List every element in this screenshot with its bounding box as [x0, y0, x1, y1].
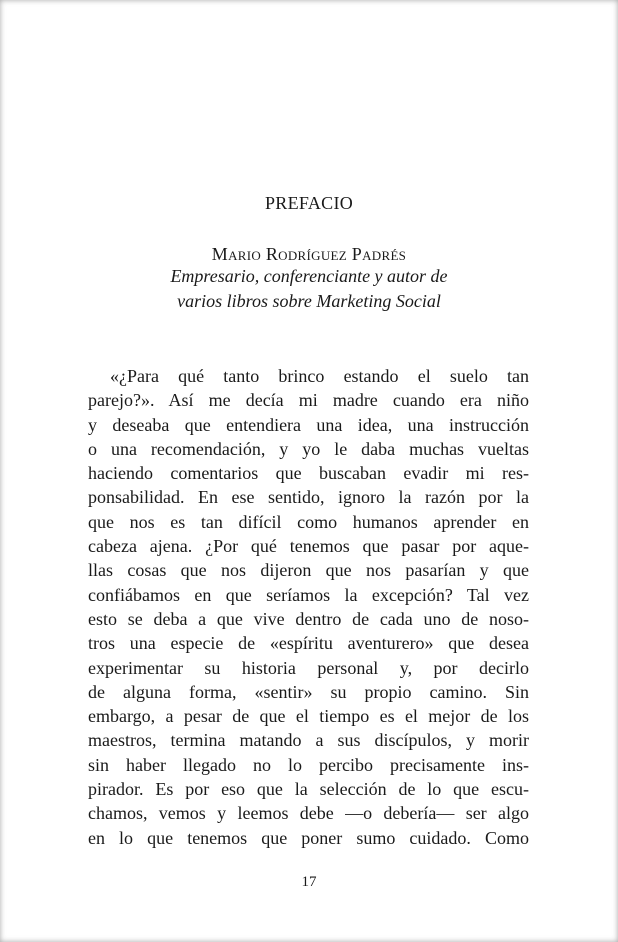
page-number: 17 [301, 874, 317, 890]
text-line: llas cosas que nos dijeron que nos pasarían y que [88, 560, 529, 581]
text-line: sin haber llegado no lo percibo precisamente ins- [88, 754, 529, 775]
text-line: cabeza ajena. ¿Por qué tenemos que pasar por aque- [88, 536, 529, 557]
author-role-line: Empresario, conferenciante y autor de [170, 266, 448, 286]
text-line: ponsabilidad. En ese sentido, ignoro la razón por la [88, 487, 529, 508]
text-line: maestros, termina matando a sus discípulos, y morir [88, 730, 529, 751]
text-line: esto se deba a que vive dentro de cada uno de noso- [88, 608, 529, 629]
text-line: que nos es tan difícil como humanos aprender en [88, 511, 529, 532]
text-line: «¿Para qué tanto brinco estando el suelo tan [110, 366, 529, 386]
text-line: parejo?». Así me decía mi madre cuando era niño [88, 390, 529, 411]
text-line: en lo que tenemos que poner sumo cuidado. Como [88, 827, 529, 848]
text-line: embargo, a pesar de que el tiempo es el mejor de los [88, 706, 529, 727]
body-text [88, 364, 529, 850]
text-line: de alguna forma, «sentir» su propio camino. Sin [88, 681, 529, 702]
text-line: y deseaba que entendiera una idea, una instrucción [88, 414, 529, 435]
author-role-line: varios libros sobre Marketing Social [177, 291, 441, 311]
text-line: confiábamos en que seríamos la excepción? Tal vez [88, 584, 529, 605]
text-line: tros una especie de «espíritu aventurero» que desea [88, 633, 529, 654]
text-line: pirador. Es por eso que la selección de lo que escu- [88, 779, 529, 800]
chapter-heading: PREFACIO [264, 193, 354, 213]
text-line: haciendo comentarios que buscaban evadir mi res- [88, 463, 529, 484]
author-name: Mario Rodríguez Padrés [211, 244, 407, 264]
text-line: experimentar su historia personal y, por decirlo [88, 657, 529, 678]
text-line: chamos, vemos y leemos debe —o debería— ser algo [88, 803, 529, 824]
text-line: o una recomendación, y yo le daba muchas vueltas [88, 438, 529, 459]
